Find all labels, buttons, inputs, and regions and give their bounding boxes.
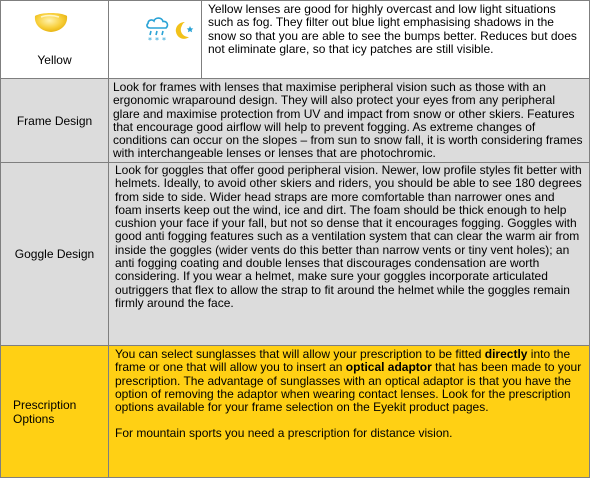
prescription-paragraph-1	[115, 348, 583, 414]
svg-text:*: *	[148, 36, 152, 45]
description-cell-frame-design	[109, 79, 590, 163]
category-label-goggle-design: Goggle Design	[14, 247, 95, 261]
category-label-frame-design: Frame Design	[16, 113, 93, 128]
prescription-description	[109, 346, 589, 477]
prescription-text-part: that has been made to your prescription. The advantage of sunglasses with an optical adaptor is that you have the option of removing the adaptor when wearing contact lenses. Look for the prescription options available for your frame selection on the Eyekit product pages.	[115, 360, 582, 415]
prescription-emphasis-directly: directly	[484, 347, 528, 361]
yellow-lens-description: Yellow lenses are good for highly overcast and low light situations such as fog. They filter out blue light emphasising shadows in the snow so that you are able to see the bumps better. Reduces but does not eliminate glare, so that icy patches are still visible.	[208, 2, 577, 56]
goggle-design-description: Look for goggles that offer good peripheral vision. Newer, low profile styles fit better with helmets. Ideally, to avoid other skiers and riders, you should be able to see 180 degrees from side to side. Wider head straps are more comfortable than narrower ones and foam inserts keep out the wind, ice and dirt. The foam should be thick enough to help cushion your face if your fall, but not so dense that it encourages fogging. Goggles with good anti fogging features such as a ventilation system that can clear the warm air from inside the goggles (wider vents do this better than narrow vents or tiny vent holes); an anti fogging coating and double lenses that discourages condensation are worth considering. If you wear a helmet, make sure your goggles incorporate articulated outriggers that flex to allow the strap to fit around the helmet while the goggles remain firmly around the face.	[115, 163, 582, 310]
prescription-emphasis-optical-adaptor: optical adaptor	[345, 360, 432, 375]
category-label-yellow: Yellow	[37, 53, 72, 67]
category-cell-frame-design	[1, 79, 109, 163]
row-frame-design	[1, 79, 590, 163]
moon-star-icon	[171, 19, 195, 43]
row-goggle-design	[1, 163, 590, 346]
category-cell-goggle-design	[1, 163, 109, 346]
weather-icons	[109, 1, 202, 78]
frame-design-description: Look for frames with lenses that maximise peripheral vision such as those with an ergonomic wraparound design. They will also protect your eyes from any peripheral glare and maximise protection from UV and impact from snow or other skiers. Features that encourage good airflow will help to prevent fogging. As extreme changes of conditions can occur on the slopes – from sun to snow fall, it is worth considering frames with interchangeable lenses or lenses that are photochromic.	[113, 80, 583, 161]
prescription-text-part: You can select sunglasses that will allow your prescription to be fitted	[115, 347, 485, 361]
category-cell-prescription-options	[1, 346, 109, 478]
prescription-text-part: into the frame or one that will allow you to insert an	[115, 347, 571, 375]
description-cell-prescription-options	[109, 346, 590, 478]
row-prescription-options	[1, 346, 590, 478]
prescription-paragraph-2: For mountain sports you need a prescription for distance vision.	[115, 426, 453, 441]
category-label-prescription-options: Prescription Options	[13, 397, 77, 426]
description-cell-yellow	[109, 1, 590, 79]
row-yellow-lens	[1, 1, 590, 79]
yellow-lens-icon	[33, 11, 69, 33]
category-cell-yellow	[1, 1, 109, 79]
svg-text:*: *	[155, 36, 159, 45]
cloud-rain-snow-icon	[145, 15, 171, 45]
description-cell-goggle-design	[109, 163, 590, 346]
svg-text:*: *	[162, 36, 166, 45]
